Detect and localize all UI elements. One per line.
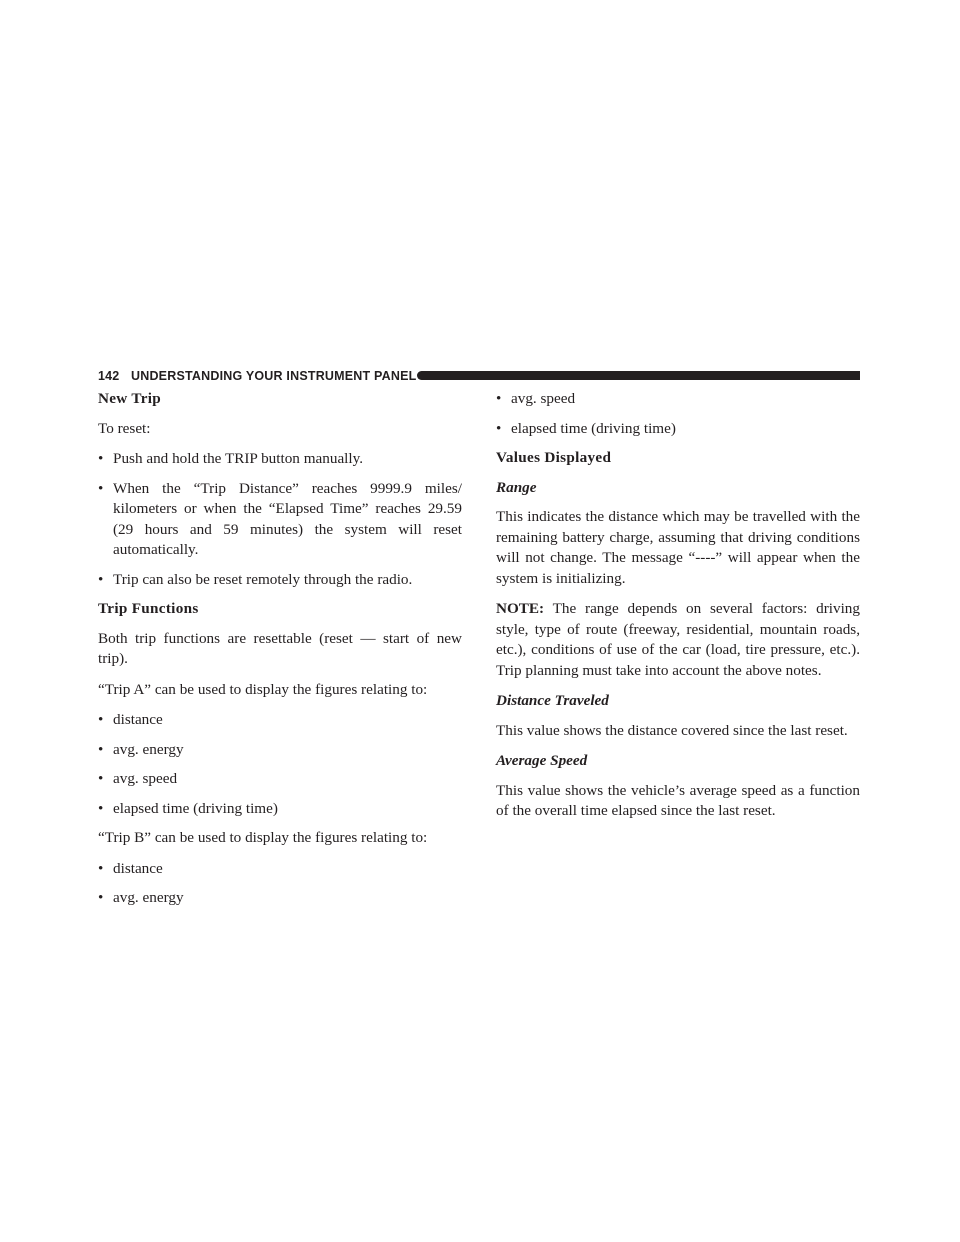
bullet-icon: • — [98, 479, 104, 497]
trip-functions-heading: Trip Functions — [98, 600, 199, 617]
distance-traveled-text: This value shows the distance covered since the last reset. — [496, 721, 848, 739]
page-header — [98, 367, 860, 387]
range-text: This indicates the distance which may be travelled with the remaining battery charge, assuming that driving conditions will not change. The message “----” will appear when the system is initializing. — [496, 508, 860, 587]
bullet-icon: • — [98, 799, 104, 817]
average-speed-heading: Average Speed — [496, 752, 588, 769]
bullet-icon: • — [496, 390, 502, 407]
trip-a-intro: “Trip A” can be used to display the figures relating to: — [98, 680, 428, 698]
right-column — [496, 389, 860, 832]
bullet-icon: • — [98, 450, 104, 467]
list-item: • When the “Trip Distance” reaches 9999.9 miles/ kilometers or when the “Elapsed Time” reaches 29.59 (29 hours and 59 minutes) the system will reset automatically. — [98, 479, 462, 558]
header-rule — [417, 371, 860, 380]
bullet-icon: • — [98, 859, 104, 877]
list-item: • elapsed time (driving time) — [98, 799, 462, 820]
range-heading: Range — [496, 478, 537, 496]
list-item: • distance — [98, 710, 462, 731]
bullet-icon: • — [98, 570, 104, 588]
list-item: • avg. energy — [98, 740, 462, 761]
list-item: • avg. energy — [98, 888, 462, 909]
bullet-icon: • — [98, 740, 104, 758]
bullet-icon: • — [496, 419, 502, 437]
list-item: • Push and hold the TRIP button manually. — [98, 449, 462, 470]
trip-functions-text: Both trip functions are resettable (reset — start of new trip). — [98, 629, 462, 667]
to-reset-text: To reset: — [98, 419, 151, 437]
bullet-icon: • — [98, 711, 104, 728]
list-item: • distance — [98, 859, 462, 880]
bullet-icon: • — [98, 889, 104, 906]
list-item: • Trip can also be reset remotely through the radio. — [98, 570, 462, 591]
section-title: UNDERSTANDING YOUR INSTRUMENT PANEL — [131, 369, 417, 383]
list-item: • avg. speed — [98, 769, 462, 790]
note-paragraph — [496, 599, 860, 681]
new-trip-heading: New Trip — [98, 390, 162, 407]
values-displayed-heading: Values Displayed — [496, 449, 612, 466]
bullet-icon: • — [98, 770, 104, 787]
trip-b-intro: “Trip B” can be used to display the figures relating to: — [98, 829, 428, 846]
distance-traveled-heading: Distance Traveled — [496, 692, 609, 709]
average-speed-text: This value shows the vehicle’s average speed as a function of the overall time elapsed since the last reset. — [496, 781, 860, 819]
note-label: NOTE: — [496, 600, 545, 617]
page-number: 142 — [98, 369, 120, 383]
list-item: • avg. speed — [496, 389, 860, 410]
left-column — [98, 389, 462, 918]
list-item: • elapsed time (driving time) — [496, 419, 860, 440]
note-text: The range depends on several factors: driving style, type of route (freeway, residential, mountain roads, etc.), conditions of use of the car (load, tire pressure, etc.). Trip planning must take into account the above notes. — [496, 600, 860, 679]
